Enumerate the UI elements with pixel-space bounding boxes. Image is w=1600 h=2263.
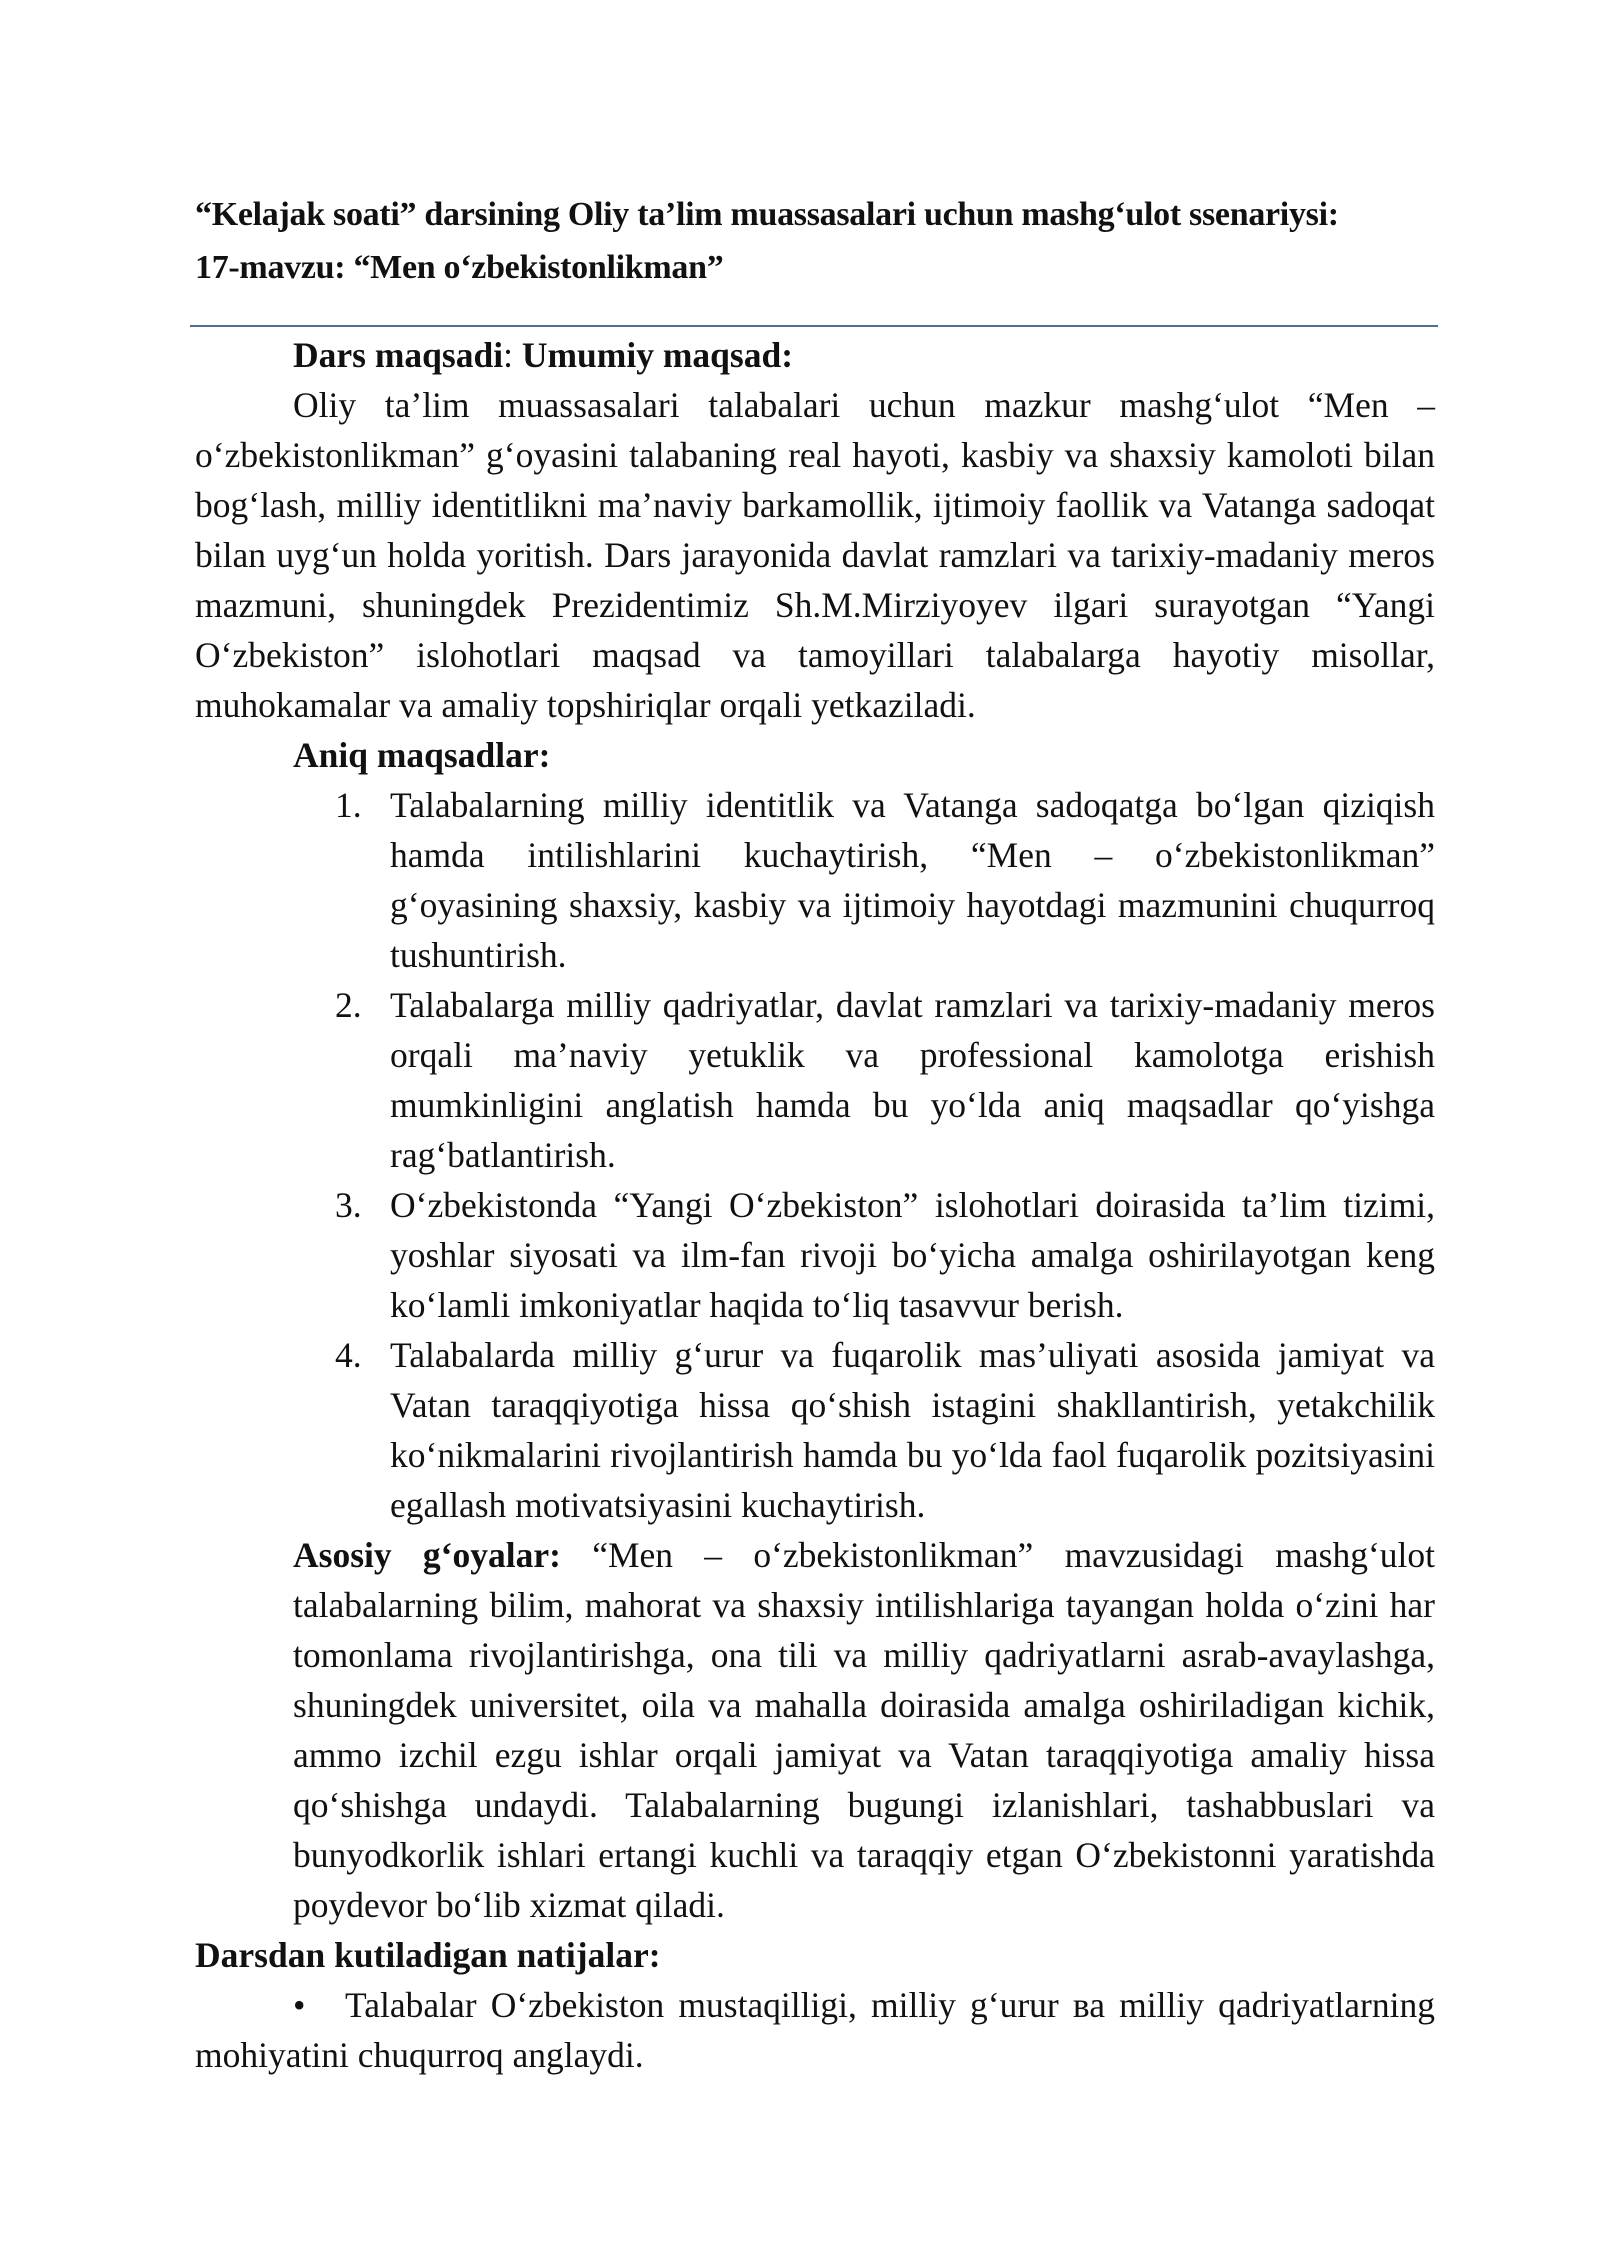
list-item (195, 980, 1435, 1180)
goal-heading (195, 330, 1435, 380)
outcome-text: Talabalar O‘zbekiston mustaqilligi, milliy g‘urur ва milliy qadriyatlarning mohiyatini chuqurroq anglaydi. (195, 1985, 1435, 2075)
goal-label: Dars maqsadi (293, 335, 504, 375)
bullet-icon: • (293, 1985, 306, 2025)
list-item-text: Talabalarning milliy identitlik va Vatanga sadoqatga bo‘lgan qiziqish hamda intilishlarini kuchaytirish, “Men – o‘zbekistonlikman” g‘oyasining shaxsiy, kasbiy va ijtimoiy hayotdagi mazmunini chuqurroq tushuntirish. (390, 785, 1435, 975)
list-item-number: 3. (335, 1185, 362, 1225)
outcome-item (195, 1980, 1435, 2080)
topic-title: 17-mavzu: “Men o‘zbekistonlikman” (195, 249, 724, 286)
ideas-label: Asosiy g‘oyalar: (293, 1535, 561, 1575)
list-item (195, 1330, 1435, 1530)
list-item-number: 2. (335, 985, 362, 1025)
ideas-text: “Men – o‘zbekistonlikman” mavzusidagi mashg‘ulot talabalarning bilim, mahorat va shaxsiy intilishlariga tayangan holda o‘zini har tomonlama rivojlantirishga, ona tili va milliy qadriyatlarni asrab-avaylashga, shuningdek universitet, oila va mahalla doirasida amalga oshiriladigan kichik, ammo izchil ezgu ishlar orqali jamiyat va Vatan taraqqiyotiga amaliy hissa qo‘shishga undaydi. Talabalarning bugungi izlanishlari, tashabbuslari va bunyodkorlik ishlari ertangi kuchli va taraqqiy etgan O‘zbekistonni yaratishda poydevor bo‘lib xizmat qiladi. (293, 1535, 1436, 1925)
ideas-paragraph (195, 1530, 1435, 1930)
list-item-text: O‘zbekistonda “Yangi O‘zbekiston” islohotlari doirasida ta’lim tizimi, yoshlar siyosati va ilm-fan rivoji bo‘yicha amalga oshirilayotgan keng ko‘lamli imkoniyatlar haqida to‘liq tasavvur berish. (390, 1185, 1435, 1325)
header-divider (190, 325, 1438, 327)
objectives-heading: Aniq maqsadlar: (293, 735, 551, 775)
list-item-number: 1. (335, 785, 362, 825)
list-item-number: 4. (335, 1335, 362, 1375)
outcomes-heading: Darsdan kutiladigan natijalar: (195, 1935, 661, 1975)
goal-colon: : (503, 335, 522, 375)
objectives-list (195, 780, 1435, 1530)
list-item-text: Talabalarga milliy qadriyatlar, davlat ramzlari va tarixiy-madaniy meros orqali ma’naviy yetuklik va professional kamolotga erishish mumkinligini anglatish hamda bu yo‘lda aniq maqsadlar qo‘yishga rag‘batlantirish. (390, 985, 1435, 1175)
list-item (195, 1180, 1435, 1330)
document-title: “Kelajak soati” darsining Oliy ta’lim muassasalari uchun mashg‘ulot ssenariysi: (195, 196, 1339, 233)
list-item-text: Talabalarda milliy g‘urur va fuqarolik mas’uliyati asosida jamiyat va Vatan taraqqiyotiga hissa qo‘shish istagini shakllantirish, yetakchilik ko‘nikmalarini rivojlantirish hamda bu yo‘lda faol fuqarolik pozitsiyasini egallash motivatsiyasini kuchaytirish. (390, 1335, 1435, 1525)
goal-sublabel: Umumiy maqsad: (521, 335, 794, 375)
document-body (195, 330, 1435, 2080)
list-item (195, 780, 1435, 980)
goal-paragraph: Oliy ta’lim muassasalari talabalari uchun mazkur mashg‘ulot “Men – o‘zbekistonlikman” g‘oyasini talabaning real hayoti, kasbiy va shaxsiy kamoloti bilan bog‘lash, milliy identitlikni ma’naviy barkamollik, ijtimoiy faollik va Vatanga sadoqat bilan uyg‘un holda yoritish. Dars jarayonida davlat ramzlari va tarixiy-madaniy meros mazmuni, shuningdek Prezidentimiz Sh.M.Mirziyoyev ilgari surayotgan “Yangi O‘zbekiston” islohotlari maqsad va tamoyillari talabalarga hayotiy misollar, muhokamalar va amaliy topshiriqlar orqali yetkaziladi. (195, 385, 1435, 725)
